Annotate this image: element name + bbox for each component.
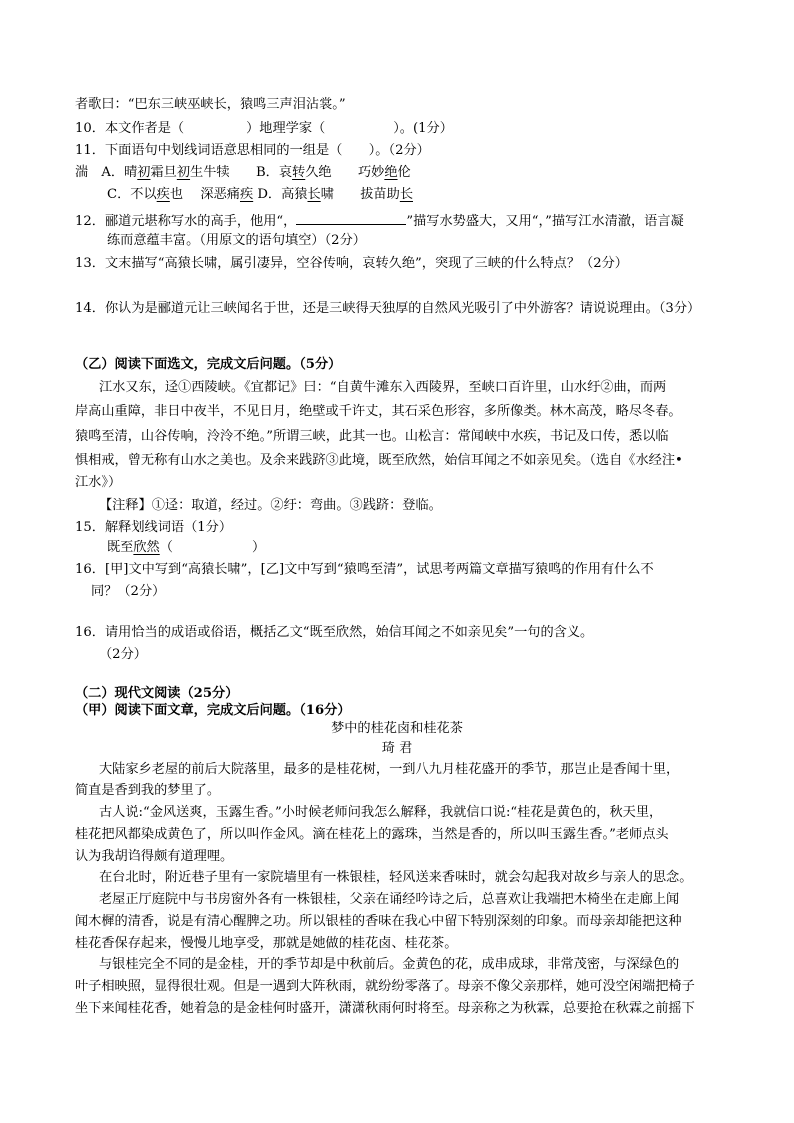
article-line: 桂花香保存起来，慢慢儿地享受，那就是她做的桂花卤、桂花茶。 xyxy=(75,936,458,951)
passage-line: 江水》） xyxy=(75,475,122,490)
article-line: 老屋正厅庭院中与书房窗外各有一株银桂，父亲在诵经吟诗之后，总喜欢让我端把木椅坐在走廊上闻 xyxy=(99,892,680,907)
question-16b-cont: （2分） xyxy=(99,647,147,662)
subsection-heading: （甲）阅读下面文章，完成文后问题。（16分） xyxy=(75,703,351,718)
question-15: 15．解释划线词语（1分） xyxy=(75,520,233,535)
article-line: 坐下来闻桂花香，她着急的是金桂何时盛开，潇潇秋雨何时将至。母亲称之为秋霖，总要抢在秋霖之前摇下 xyxy=(75,1001,695,1016)
text-line: 者歌曰：“巴东三峡巫峡长，猿鸣三声泪沾裳。” xyxy=(75,97,346,112)
question-11-options-ab: 湍 A．晴初霜旦初生牛犊 B．哀转久绝 巧妙绝伦 xyxy=(75,165,411,180)
question-16b: 16．请用恰当的成语或俗语，概括乙文“既至欣然，始信耳闻之不如亲见矣”一句的含义。 xyxy=(75,625,594,640)
article-line: 大陆家乡老屋的前后大院落里，最多的是桂花树，一到八九月桂花盛开的季节，那岂止是香闻十里， xyxy=(99,762,680,777)
question-15-item: 既至欣然（ ） xyxy=(107,540,266,555)
passage-line: 猿鸣至清，山谷传响，泠泠不绝。”所谓三峡，此其一也。山松言：常闻峡中水疾，书记及口传，悉以临 xyxy=(75,429,669,444)
answer-blank[interactable] xyxy=(296,210,406,225)
article-line: 叶子相映照，显得很壮观。但是一遇到大阵秋雨，就纷纷零落了。母亲不像父亲那样，她可没空闲端把椅子 xyxy=(75,979,695,994)
section-heading: （二）现代文阅读（25分） xyxy=(75,686,239,701)
passage-line: 惧相戒，曾无称有山水之美也。及余来践跻③此境，既至欣然，始信耳闻之不如亲见矣。（选自《水经注• xyxy=(75,453,683,468)
question-12: 12．郦道元堪称写水的高手，他用“， ”描写水势盛大，又用“，”描写江水清澈，语言凝 xyxy=(75,210,684,231)
question-11-options-cd: C．不以疾也 深恶痛疾 D．高猿长啸 拔苗助长 xyxy=(107,187,413,202)
question-16a: 16．[甲]文中写到“高猿长啸”，[乙]文中写到“猿鸣至清”，试思考两篇文章描写猿鸣的作用有什么不 xyxy=(75,562,654,577)
article-line: 与银桂完全不同的是金桂，开的季节却是中秋前后。金黄色的花，成串成球，非常茂密，与深绿色的 xyxy=(99,957,680,972)
question-14: 14．你认为是郦道元让三峡闻名于世，还是三峡得天独厚的自然风光吸引了中外游客？请说说理由。（3分） xyxy=(75,301,701,316)
article-author: 琦 君 xyxy=(381,741,413,756)
article-line: 桂花把风都染成黄色了，所以叫作金风。滴在桂花上的露珠，当然是香的，所以叫玉露生香。”老师点头 xyxy=(75,827,669,842)
question-16a-cont: 同？（2分） xyxy=(91,584,166,599)
passage-line: 江水又东，迳①西陵峡。《宜都记》曰：“自黄牛滩东入西陵界，至峡口百许里，山水纡②曲，而两 xyxy=(99,380,667,395)
article-line: 古人说:“金风送爽，玉露生香。”小时候老师问我怎么解释，我就信口说:“桂花是黄色的，秋天里， xyxy=(99,805,663,820)
question-11: 11．下面语句中划线词语意思相同的一组是（ ）。（2分） xyxy=(75,143,430,158)
article-title: 梦中的桂花卤和桂花茶 xyxy=(331,721,463,736)
question-12-cont: 练而意蕴丰富。（用原文的语句填空）（2分） xyxy=(107,233,366,248)
section-heading: （乙）阅读下面选文，完成文后问题。（5分） xyxy=(75,357,342,372)
question-13: 13．文末描写“高猿长啸，属引凄异，空谷传响，哀转久绝”，突现了三峡的什么特点？（2分） xyxy=(75,256,628,271)
article-line: 在台北时，附近巷子里有一家院墙里有一株银桂，轻风送来香味时，就会勾起我对故乡与亲人的思念。 xyxy=(99,870,693,885)
article-line: 认为我胡诌得颇有道理哩。 xyxy=(75,849,234,864)
annotation: 【注释】①迳：取道，经过。②纡：弯曲。③践跻：登临。 xyxy=(99,498,442,513)
question-10: 10．本文作者是（ ）地理学家（ ）。(1分） xyxy=(75,121,453,136)
article-line: 简直是香到我的梦里了。 xyxy=(75,783,221,798)
article-line: 闻木樨的清香，说是有清心醒脾之功。所以银桂的香味在我心中留下特别深刻的印象。而母亲却能把这种 xyxy=(75,914,682,929)
passage-line: 岸高山重障，非日中夜半，不见日月，绝壁或千许丈，其石采色形容，多所像类。林木高茂，略尽冬春。 xyxy=(75,404,682,419)
